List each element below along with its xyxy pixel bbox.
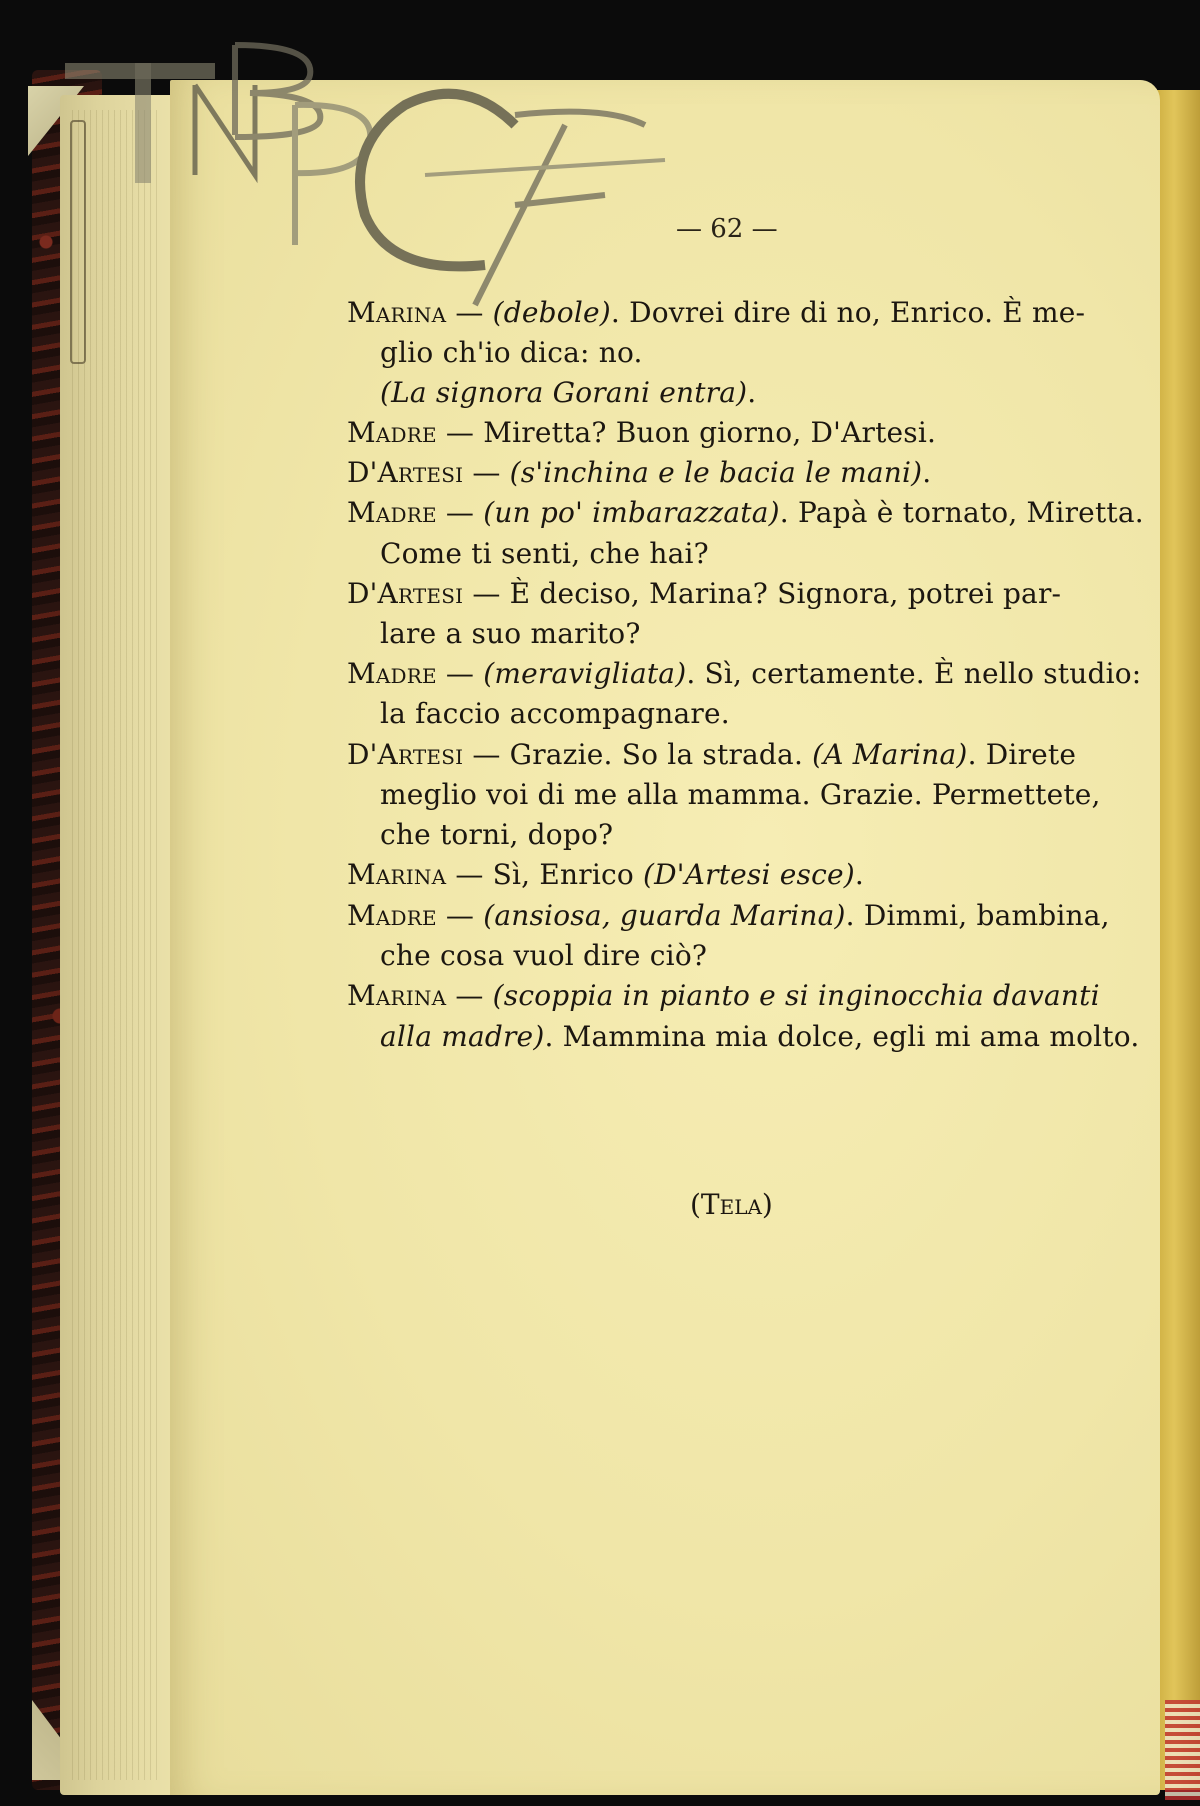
speaker-name: D'Artesi bbox=[347, 577, 464, 610]
stage-direction: (A Marina) bbox=[812, 738, 968, 771]
dialogue-line bbox=[347, 899, 1110, 932]
stage-direction: (La signora Gorani entra) bbox=[380, 376, 748, 409]
dialogue-line-continued bbox=[380, 697, 730, 730]
speaker-name: Madre bbox=[347, 416, 437, 449]
stage-direction: (un po' imbarazzata) bbox=[483, 496, 780, 529]
stage-direction: (ansiosa, guarda Marina) bbox=[483, 899, 846, 932]
dialogue-line bbox=[347, 858, 864, 891]
dialogue-line bbox=[347, 496, 1144, 529]
dialogue-line bbox=[347, 979, 1100, 1012]
dialogue-line bbox=[347, 657, 1141, 690]
dialogue-text: meglio voi di me alla mamma. Grazie. Permettete, bbox=[380, 778, 1101, 811]
dialogue-text: . bbox=[747, 376, 757, 409]
stage-direction: alla madre) bbox=[380, 1020, 545, 1053]
dialogue-text: . bbox=[854, 858, 864, 891]
dialogue-line-continued bbox=[380, 617, 641, 650]
speaker-name: Madre bbox=[347, 657, 437, 690]
dialogue-text: lare a suo marito? bbox=[380, 617, 641, 650]
stage-direction: (scoppia in pianto e si inginocchia davanti bbox=[492, 979, 1100, 1012]
page-number: — 62 — bbox=[676, 214, 778, 244]
dialogue-text: Miretta? Buon giorno, D'Artesi. bbox=[483, 416, 937, 449]
dialogue-text: glio ch'io dica: no. bbox=[380, 336, 643, 369]
speaker-dash: — bbox=[446, 296, 493, 329]
dialogue-line-continued bbox=[380, 336, 643, 369]
dialogue-text: . bbox=[922, 456, 932, 489]
speaker-dash: — bbox=[463, 738, 510, 771]
speaker-dash: — bbox=[436, 657, 484, 690]
speaker-dash: — bbox=[436, 899, 484, 932]
dialogue-text: . Mammina mia dolce, egli mi ama molto. bbox=[544, 1020, 1140, 1053]
speaker-name: D'Artesi bbox=[347, 456, 464, 489]
speaker-dash: — bbox=[463, 577, 510, 610]
dialogue-text: . Sì, certamente. È nello studio: bbox=[686, 657, 1142, 690]
speaker-dash: — bbox=[446, 979, 493, 1012]
dialogue-text: È deciso, Marina? Signora, potrei par- bbox=[509, 577, 1062, 610]
dialogue-line-continued bbox=[380, 818, 613, 851]
dialogue-line-continued bbox=[380, 537, 709, 570]
dialogue-line-continued bbox=[380, 778, 1101, 811]
dialogue-text: . Direte bbox=[967, 738, 1077, 771]
dialogue-text: Grazie. So la strada. bbox=[509, 738, 813, 771]
dialogue-text: che cosa vuol dire ciò? bbox=[380, 939, 708, 972]
dialogue-text: . Dimmi, bambina, bbox=[845, 899, 1110, 932]
page-edge-red bbox=[1165, 1700, 1200, 1800]
speaker-dash: — bbox=[446, 858, 493, 891]
dialogue-line bbox=[347, 577, 1061, 610]
dialogue-text: . Dovrei dire di no, Enrico. È me- bbox=[610, 296, 1086, 329]
speaker-name: Madre bbox=[347, 496, 437, 529]
stage-direction: (debole) bbox=[492, 296, 611, 329]
speaker-name: D'Artesi bbox=[347, 738, 464, 771]
dialogue-line-continued bbox=[380, 1020, 1139, 1053]
speaker-name: Marina bbox=[347, 979, 447, 1012]
dialogue-text: . Papà è tornato, Miretta. bbox=[779, 496, 1144, 529]
dialogue-line bbox=[347, 416, 936, 449]
speaker-name: Marina bbox=[347, 858, 447, 891]
dialogue-line bbox=[347, 738, 1076, 771]
speaker-dash: — bbox=[463, 456, 510, 489]
stage-direction: (D'Artesi esce) bbox=[643, 858, 855, 891]
dialogue-line-continued bbox=[380, 939, 707, 972]
watermark-logo-icon bbox=[45, 15, 725, 315]
dialogue-line-continued bbox=[380, 376, 756, 409]
speaker-name: Madre bbox=[347, 899, 437, 932]
dialogue-text: Come ti senti, che hai? bbox=[380, 537, 709, 570]
dialogue-text: che torni, dopo? bbox=[380, 818, 614, 851]
dialogue-line bbox=[347, 456, 931, 489]
book-page bbox=[170, 80, 1160, 1795]
speaker-dash: — bbox=[436, 496, 484, 529]
dialogue-text: Sì, Enrico bbox=[492, 858, 644, 891]
stage-direction: (s'inchina e le bacia le mani) bbox=[509, 456, 923, 489]
stage-direction: (meravigliata) bbox=[483, 657, 687, 690]
curtain-direction: (Tela) bbox=[690, 1188, 773, 1221]
dialogue-text: la faccio accompagnare. bbox=[380, 697, 730, 730]
speaker-dash: — bbox=[436, 416, 484, 449]
speaker-name: Marina bbox=[347, 296, 447, 329]
